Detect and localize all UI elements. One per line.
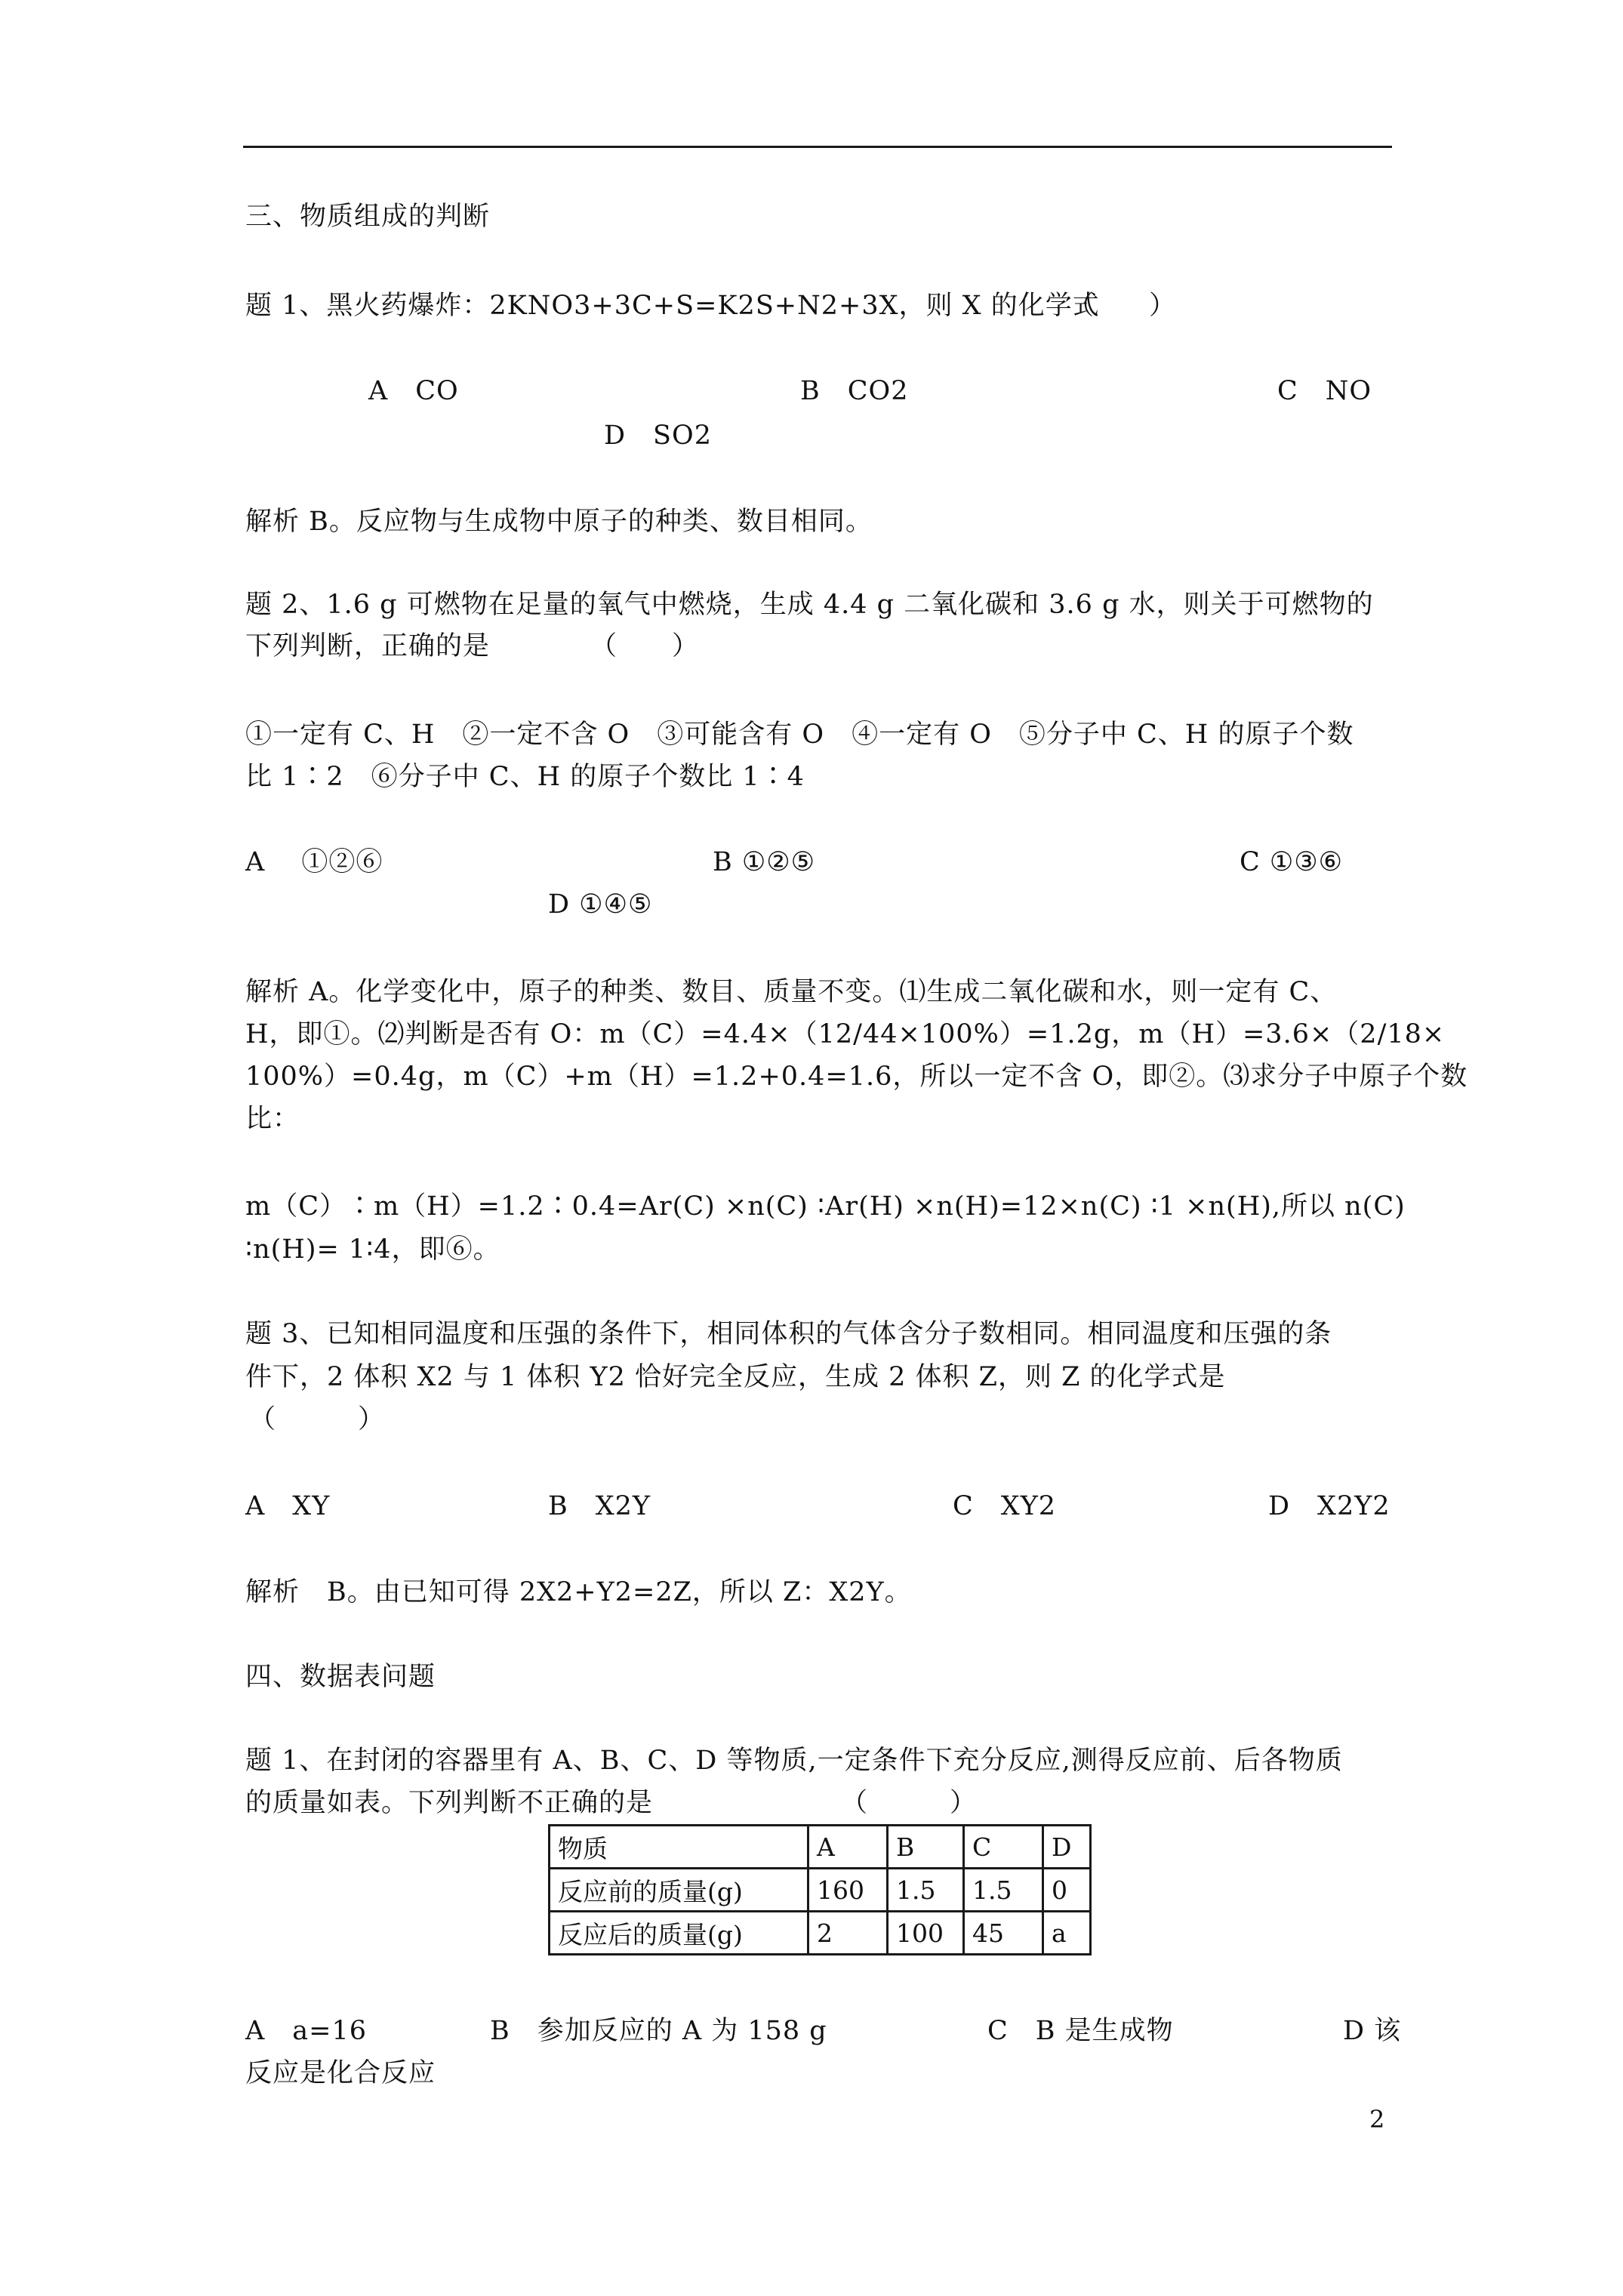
sec4-q1-option-d-continued: 反应是化合反应 bbox=[245, 2058, 436, 2088]
table-row bbox=[550, 1912, 1091, 1955]
table-cell: 反应后的质量(g) bbox=[550, 1912, 808, 1955]
table-cell: 160 bbox=[808, 1869, 888, 1912]
q3-stem-line2: 件下，2 体积 X2 与 1 体积 Y2 恰好完全反应，生成 2 体积 Z，则 Z 的化学式是 bbox=[245, 1362, 1226, 1392]
table-header-row bbox=[550, 1826, 1091, 1869]
q1-option-d: D SO2 bbox=[604, 421, 713, 451]
table-cell: 1.5 bbox=[964, 1869, 1043, 1912]
sec4-q1-option-d: D 该 bbox=[1343, 2016, 1402, 2046]
q2-stem-line2: 下列判断，正确的是 bbox=[245, 631, 491, 661]
q2-analysis-line3: 100%）=0.4g，m（C）+m（H）=1.2+0.4=1.6，所以一定不含 O，即②。⑶求分子中原子个数 bbox=[245, 1062, 1468, 1092]
q1-analysis: 解析 B。反应物与生成物中原子的种类、数目相同。 bbox=[245, 507, 873, 537]
q2-analysis-line5: m（C）∶m（H）=1.2∶0.4=Ar(C) ×n(C) ∶Ar(H) ×n(H)=12×n(C) ∶1 ×n(H),所以 n(C) bbox=[245, 1191, 1406, 1222]
q3-option-d: D X2Y2 bbox=[1268, 1491, 1390, 1521]
table-header-cell: 物质 bbox=[550, 1826, 808, 1869]
sec4-q1-answer-blank: （ ） bbox=[841, 1788, 978, 1818]
table-cell: 45 bbox=[964, 1912, 1043, 1955]
section-heading-4: 四、数据表问题 bbox=[245, 1662, 436, 1692]
q1-option-a: A CO bbox=[368, 376, 459, 406]
q1-option-b: B CO2 bbox=[800, 376, 909, 406]
q2-option-c: C ①③⑥ bbox=[1240, 847, 1344, 877]
q2-option-d: D ①④⑤ bbox=[548, 889, 653, 920]
table-header-cell: C bbox=[964, 1826, 1043, 1869]
q2-analysis-line4: 比： bbox=[245, 1104, 300, 1134]
page-number: 2 bbox=[1369, 2105, 1385, 2134]
q2-statements-line2: 比 1∶2 ⑥分子中 C、H 的原子个数比 1∶4 bbox=[245, 762, 805, 792]
q3-analysis: 解析 B。由已知可得 2X2+Y2=2Z，所以 Z：X2Y。 bbox=[245, 1577, 912, 1607]
sec4-q1-stem-line2: 的质量如表。下列判断不正确的是 bbox=[245, 1788, 654, 1818]
table-row bbox=[550, 1869, 1091, 1912]
q1-stem: 题 1、黑火药爆炸：2KNO3+3C+S=K2S+N2+3X，则 X 的化学式 bbox=[245, 291, 1100, 321]
sec4-q1-option-c: C B 是生成物 bbox=[987, 2016, 1174, 2046]
table-header-cell: D bbox=[1043, 1826, 1091, 1869]
q2-stem-line1: 题 2、1.6 g 可燃物在足量的氧气中燃烧，生成 4.4 g 二氧化碳和 3.6 g 水，则关于可燃物的 bbox=[245, 590, 1374, 620]
sec4-q1-option-b: B 参加反应的 A 为 158 g bbox=[490, 2016, 827, 2046]
sec4-q1-option-a: A a=16 bbox=[245, 2016, 368, 2046]
table-cell: 1.5 bbox=[888, 1869, 964, 1912]
q2-option-a: A ①②⑥ bbox=[245, 847, 383, 877]
table-cell: a bbox=[1043, 1912, 1091, 1955]
section-heading-3: 三、物质组成的判断 bbox=[245, 202, 491, 232]
table-cell: 100 bbox=[888, 1912, 964, 1955]
q3-stem-line1: 题 3、已知相同温度和压强的条件下，相同体积的气体含分子数相同。相同温度和压强的条 bbox=[245, 1319, 1332, 1349]
table-header-cell: B bbox=[888, 1826, 964, 1869]
q2-answer-blank: （ ） bbox=[590, 631, 700, 661]
q2-statements-line1: ①一定有 C、H ②一定不含 O ③可能含有 O ④一定有 O ⑤分子中 C、H 的原子个数 bbox=[245, 720, 1354, 750]
q1-option-c: C NO bbox=[1277, 376, 1372, 406]
q3-option-b: B X2Y bbox=[548, 1491, 651, 1521]
table-cell: 0 bbox=[1043, 1869, 1091, 1912]
q3-option-c: C XY2 bbox=[953, 1491, 1057, 1521]
table-header-cell: A bbox=[808, 1826, 888, 1869]
q3-answer-blank: （ ） bbox=[249, 1404, 386, 1435]
q1-answer-blank: （ ） bbox=[1067, 291, 1177, 321]
header-rule bbox=[243, 146, 1392, 148]
table-cell: 反应前的质量(g) bbox=[550, 1869, 808, 1912]
sec4-q1-stem-line1: 题 1、在封闭的容器里有 A、B、C、D 等物质,一定条件下充分反应,测得反应前、后各物质 bbox=[245, 1746, 1343, 1776]
q2-option-b: B ①②⑤ bbox=[713, 847, 815, 877]
q3-option-a: A XY bbox=[245, 1491, 331, 1521]
q2-analysis-line6: ∶n(H)= 1∶4，即⑥。 bbox=[245, 1234, 500, 1265]
table-cell: 2 bbox=[808, 1912, 888, 1955]
q2-analysis-line2: H，即①。⑵判断是否有 O：m（C）=4.4×（12/44×100%）=1.2g，m（H）=3.6×（2/18× bbox=[245, 1019, 1446, 1049]
q2-analysis-line1: 解析 A。化学变化中，原子的种类、数目、质量不变。⑴生成二氧化碳和水，则一定有 C、 bbox=[245, 977, 1338, 1007]
mass-data-table bbox=[548, 1824, 1092, 1955]
